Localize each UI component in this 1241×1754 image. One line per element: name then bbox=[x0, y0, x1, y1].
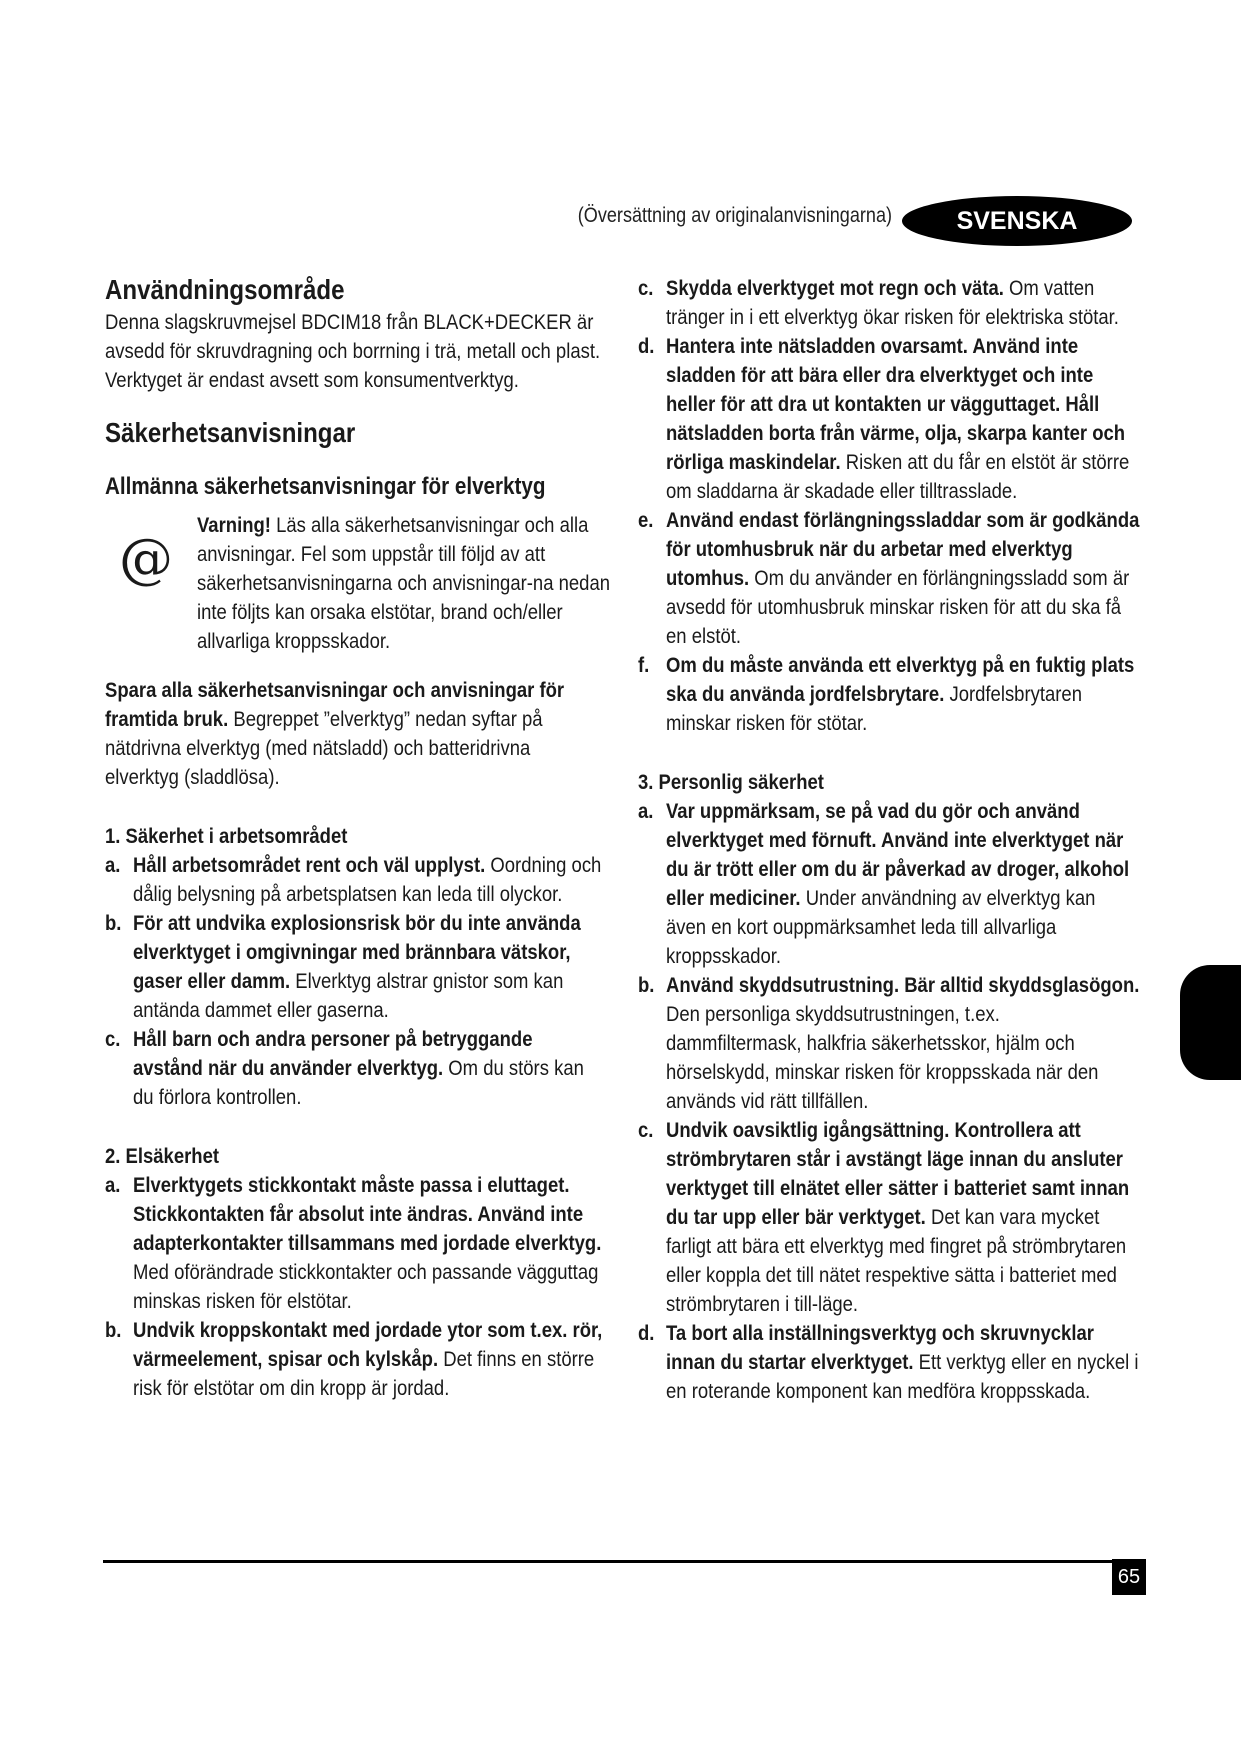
general-safety-heading: Allmänna säkerhetsanvisningar för elverktyg bbox=[105, 473, 546, 500]
item-text: Med oförändrade stickkontakter och passande vägguttag minskas risken för elstötar. bbox=[133, 1261, 599, 1313]
item-label: a. bbox=[105, 854, 121, 877]
item-text: Om vatten tränger in i ett elverktyg ökar risken för elektriska stötar. bbox=[666, 277, 1119, 329]
list-item bbox=[638, 274, 1138, 332]
side-thumb-tab bbox=[1180, 965, 1241, 1080]
list-item bbox=[638, 971, 1138, 1116]
section-1-list bbox=[105, 851, 605, 1112]
warning-block bbox=[105, 511, 610, 656]
translation-note: (Översättning av originalanvisningarna) bbox=[577, 204, 892, 227]
save-body: Begreppet ”elverktyg” nedan syftar på nätdrivna elverktyg (med nätsladd) och batteridrivna elverktyg (sladdlösa). bbox=[105, 708, 543, 789]
item-text: Elverktyg alstrar gnistor som kan antända dammet eller gaserna. bbox=[133, 970, 564, 1022]
read-manual-icon: @ bbox=[119, 527, 173, 590]
item-label: b. bbox=[105, 912, 122, 935]
item-bold: Om du måste använda ett elverktyg på en fuktig plats ska du använda jordfelsbrytare. bbox=[666, 654, 1135, 706]
item-bold: Håll arbetsområdet rent och väl upplyst. bbox=[133, 854, 486, 877]
item-bold: Ta bort alla inställningsverktyg och skruvnycklar innan du startar elverktyget. bbox=[666, 1322, 1094, 1374]
item-bold: För att undvika explosionsrisk bör du inte använda elverktyget i omgivningar med brännbara vätskor, gaser eller damm. bbox=[133, 912, 581, 993]
item-label: d. bbox=[638, 335, 655, 358]
item-label: c. bbox=[638, 277, 654, 300]
list-item bbox=[638, 797, 1138, 971]
right-column bbox=[638, 274, 1138, 1406]
item-label: e. bbox=[638, 509, 654, 532]
footer-rule bbox=[103, 1560, 1140, 1563]
item-text: Det finns en större risk för elstötar om din kropp är jordad. bbox=[133, 1348, 595, 1400]
item-label: a. bbox=[638, 800, 654, 823]
item-text: Oordning och dålig belysning på arbetsplatsen kan leda till olyckor. bbox=[133, 854, 602, 906]
section-2-list-left bbox=[105, 1171, 605, 1403]
section-3-heading: 3. Personlig säkerhet bbox=[638, 771, 824, 794]
item-text: Den personliga skyddsutrustningen, t.ex. dammfiltermask, halkfria säkerhetsskor, hjälm och hörselskydd, minskar risken för kroppsskada när den används vid rätt tillfällen. bbox=[666, 1003, 1099, 1113]
item-label: b. bbox=[638, 974, 655, 997]
list-item bbox=[638, 651, 1138, 738]
item-bold: Skydda elverktyget mot regn och väta. bbox=[666, 277, 1004, 300]
item-text: Om du använder en förlängningssladd som är avsedd för utomhusbruk minskar risken för att du ska få en elstöt. bbox=[666, 567, 1130, 648]
item-text: Det kan vara mycket farligt att bära ett elverktyg med fingret på strömbrytaren eller koppla det till nätet respektive sätta i batteriet med strömbrytaren i till-läge. bbox=[666, 1206, 1127, 1316]
item-label: d. bbox=[638, 1322, 655, 1345]
item-text: Jordfelsbrytaren minskar risken för stötar. bbox=[666, 683, 1082, 735]
use-heading: Användningsområde bbox=[105, 274, 345, 305]
section-2-list-right bbox=[638, 274, 1138, 738]
item-text: Risken att du får en elstöt är större om sladdarna är skadade eller tilltrasslade. bbox=[666, 451, 1130, 503]
save-bold: Spara alla säkerhetsanvisningar och anvisningar för framtida bruk. bbox=[105, 679, 565, 731]
item-label: c. bbox=[638, 1119, 654, 1142]
item-text: Under användning av elverktyg kan även en kort ouppmärksamhet leda till allvarliga kroppsskador. bbox=[666, 887, 1096, 968]
list-item bbox=[638, 506, 1138, 651]
list-item bbox=[105, 851, 605, 909]
list-item bbox=[105, 1025, 605, 1112]
list-item bbox=[638, 332, 1138, 506]
warning-label: Varning! bbox=[197, 514, 271, 537]
page-number: 65 bbox=[1112, 1559, 1146, 1595]
use-text: Denna slagskruvmejsel BDCIM18 från BLACK+DECKER är avsedd för skruvdragning och borrning i trä, metall och plast. Verktyget är endast avsett som konsumentverktyg. bbox=[105, 311, 601, 392]
item-bold: Var uppmärksam, se på vad du gör och använd elverktyget med förnuft. Använd inte elverktyget när du är trött eller om du är påverkad av droger, alkohol eller mediciner. bbox=[666, 800, 1130, 910]
item-bold: Hantera inte nätsladden ovarsamt. Använd inte sladden för att bära eller dra elverktyget och inte heller för att dra ut kontakten ur vägguttaget. Håll nätsladden borta från värme, olja, skarpa kanter och rörliga maskindelar. bbox=[666, 335, 1126, 474]
save-instructions bbox=[105, 676, 607, 792]
item-label: c. bbox=[105, 1028, 121, 1051]
item-bold: Använd endast förlängningssladdar som är godkända för utomhusbruk när du arbetar med elverktyg utomhus. bbox=[666, 509, 1140, 590]
item-bold: Undvik kroppskontakt med jordade ytor som t.ex. rör, värmeelement, spisar och kylskåp. bbox=[133, 1319, 603, 1371]
item-bold: Använd skyddsutrustning. Bär alltid skyddsglasögon. bbox=[666, 974, 1140, 997]
list-item bbox=[638, 1319, 1138, 1406]
item-bold: Undvik oavsiktlig igångsättning. Kontrollera att strömbrytaren står i avstängt läge innan du ansluter verktyget till elnätet eller sätter i batteriet samt innan du tar upp eller bär verktyget. bbox=[666, 1119, 1130, 1229]
item-text: Om du störs kan du förlora kontrollen. bbox=[133, 1057, 584, 1109]
warning-text bbox=[197, 511, 617, 656]
item-label: b. bbox=[105, 1319, 122, 1342]
list-item bbox=[105, 909, 605, 1025]
language-tab: SVENSKA bbox=[902, 196, 1132, 246]
item-bold: Håll barn och andra personer på betryggande avstånd när du använder elverktyg. bbox=[133, 1028, 533, 1080]
section-1-heading: 1. Säkerhet i arbetsområdet bbox=[105, 825, 348, 848]
section-2-heading: 2. Elsäkerhet bbox=[105, 1145, 220, 1168]
item-text: Ett verktyg eller en nyckel i en roterande komponent kan medföra kroppsskada. bbox=[666, 1351, 1139, 1403]
item-label: f. bbox=[638, 654, 650, 677]
list-item bbox=[638, 1116, 1138, 1319]
list-item bbox=[105, 1171, 605, 1316]
item-label: a. bbox=[105, 1174, 121, 1197]
safety-heading: Säkerhetsanvisningar bbox=[105, 417, 356, 448]
warning-body: Läs alla säkerhetsanvisningar och alla anvisningar. Fel som uppstår till följd av att säkerhetsanvisningarna och anvisningar-na nedan inte följts kan orsaka elstötar, brand och/eller allvarliga kroppsskador. bbox=[197, 514, 610, 653]
list-item bbox=[105, 1316, 605, 1403]
left-column bbox=[105, 272, 610, 1403]
item-bold: Elverktygets stickkontakt måste passa i eluttaget. Stickkontakten får absolut inte ändras. Använd inte adapterkontakter tillsammans med jordade elverktyg. bbox=[133, 1174, 602, 1255]
section-3-list bbox=[638, 797, 1138, 1406]
